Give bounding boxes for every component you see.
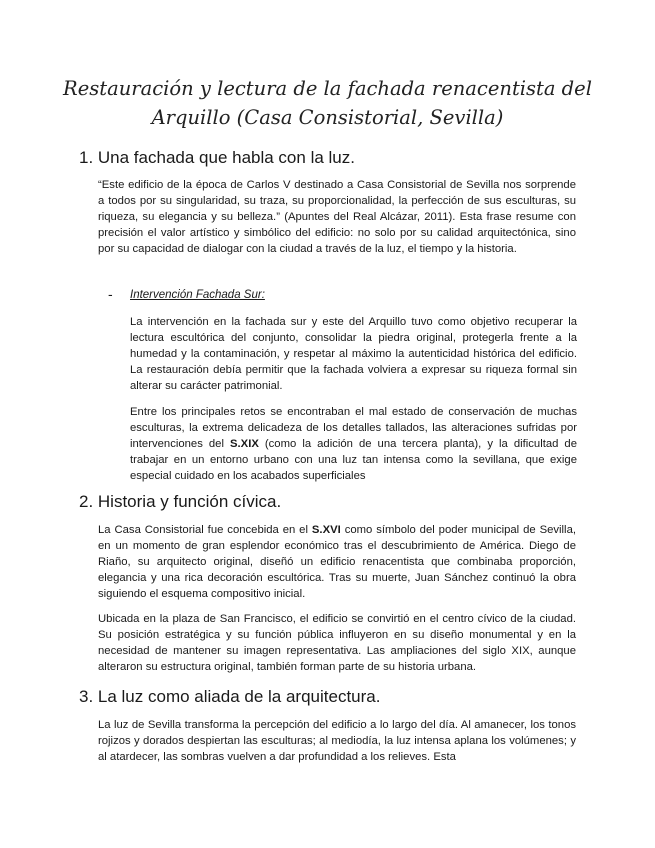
section-3-paragraph: La luz de Sevilla transforma la percepción del edificio a lo largo del día. Al amanecer, los tonos rojizos y dorados despiertan las esculturas; al mediodía, la luz intensa aplana los volúmenes; y al atardecer, las sombras vuelven a dar profundidad a los relieves. Esta: [98, 719, 576, 764]
subheading-intervencion: Intervención Fachada Sur:: [130, 289, 265, 301]
section-2-paragraph-1: [98, 522, 576, 602]
text-run: Entre los principales retos se encontraban el mal estado de conservación de muchas esculturas, la extrema delicadeza de los detalles tallados, las alteraciones sufridas por intervenciones del: [130, 406, 577, 451]
section-2-paragraph-2: Ubicada en la plaza de San Francisco, el edificio se convirtió en el centro cívico de la ciudad. Su posición estratégica y su función pública influyeron en su diseño monumental y en la necesidad de mantener su imagen representativa. Las ampliaciones del siglo XIX, aunque alteraron su estructura original, también forman parte de su historia urbana.: [98, 613, 576, 674]
section-3-heading: 3. La luz como aliada de la arquitectura.: [79, 687, 381, 706]
intervention-paragraph-2: [130, 404, 577, 484]
section-1-paragraph: “Este edificio de la época de Carlos V destinado a Casa Consistorial de Sevilla nos sorprende a todos por su singularidad, su traza, su proporcionalidad, la perfección de sus esculturas, su riqueza, su elegancia y su belleza.” (Apuntes del Real Alcázar, 2011). Esta frase resume con precisión el valor artístico y simbólico del edificio: no solo por su calidad arquitectónica, sino por su capacidad de dialogar con la ciudad a través de la luz, el tiempo y la historia.: [98, 179, 576, 256]
bold-century: S.XVI: [311, 524, 341, 536]
bullet-dash: -: [108, 286, 113, 302]
document-title: [60, 74, 595, 132]
text-run: como símbolo del poder municipal de Sevilla, en un momento de gran esplendor económico tras el descubrimiento de América. Diego de Riaño, su arquitecto original, diseñó un edificio renacentista que combinaba proporción, elegancia y una rica decoración escultórica. Tras su muerte, Juan Sánchez continuó la obra siguiendo el esquema compositivo inicial.: [98, 524, 576, 601]
bold-century: S.XIX: [229, 438, 259, 451]
text-run: La Casa Consistorial fue concebida en el: [98, 524, 312, 536]
text-run: (como la adición de una tercera planta), y la dificultad de trabajar en un entorno urbano con una luz tan intensa como la sevillana, que exige especial cuidado en los acabados superficiales: [130, 438, 577, 483]
intervention-paragraph-1: La intervención en la fachada sur y este del Arquillo tuvo como objetivo recuperar la lectura escultórica del conjunto, consolidar la piedra original, protegerla frente a la humedad y la contaminación, y respetar al máximo la autenticidad histórica del edificio. La restauración debía permitir que la fachada volviera a expresar su riqueza formal sin alterar su carácter patrimonial.: [130, 316, 577, 393]
section-2-heading: 2. Historia y función cívica.: [79, 492, 282, 511]
title-line-2: Arquillo (Casa Consistorial, Sevilla): [151, 106, 504, 129]
title-line-1: Restauración y lectura de la fachada renacentista del: [63, 77, 592, 100]
section-1-heading: 1. Una fachada que habla con la luz.: [79, 148, 355, 167]
